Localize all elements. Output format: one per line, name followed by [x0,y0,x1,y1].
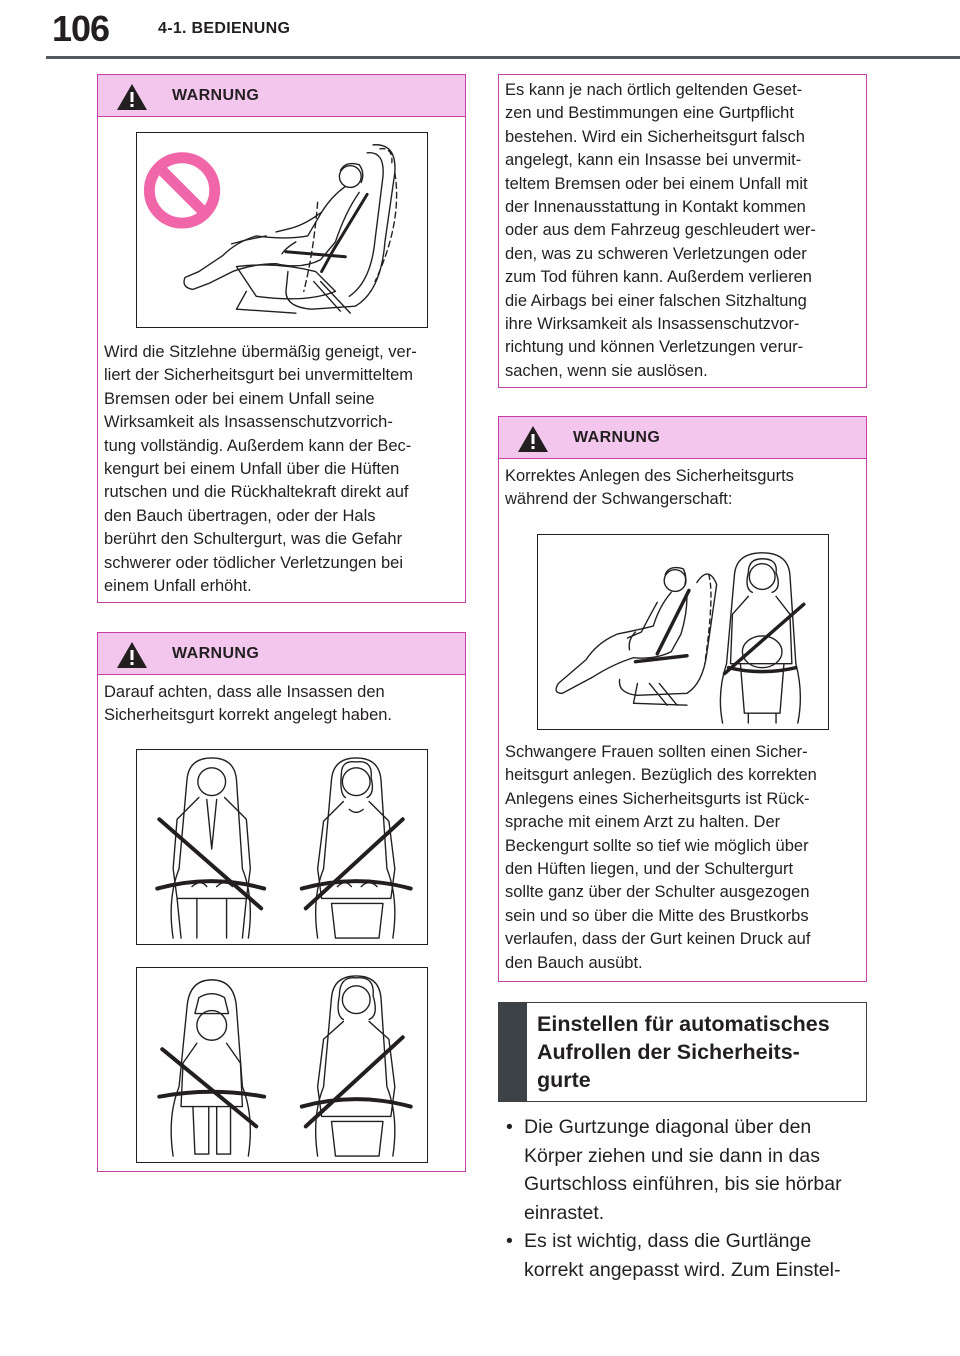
text-line: sein und so über die Mitte des Brustkorbs [505,906,809,925]
text-line: tung vollständig. Außerdem kann der Bec- [104,436,412,455]
text-line: Es ist wichtig, dass die Gurtlänge [524,1230,812,1253]
child-occupant-figure [159,980,264,1156]
text-line: bestehen. Wird ein Sicherheitsgurt falsch [505,127,805,146]
bullet-marker: • [506,1230,513,1253]
text-line: Es kann je nach örtlich geltenden Geset- [505,81,803,99]
heading-bar [499,1003,527,1101]
text-line: Wird die Sitzlehne übermäßig geneigt, ver- [104,343,417,361]
text-line: Beckengurt sollte so tief wie möglich über [505,836,809,855]
warning-label: WARNUNG [172,87,260,104]
heading-line: gurte [537,1068,591,1092]
bullet-item [500,1113,920,1227]
text-line: während der Schwangerschaft: [505,490,733,509]
info-box-belt-requirement [498,74,867,388]
warning-header [98,633,465,675]
text-line: teltem Bremsen oder bei einem Unfall mit [505,174,808,193]
warning-triangle-icon [116,641,148,669]
header-rule [46,56,960,59]
text-line: Schwangere Frauen sollten einen Sicher- [505,743,808,761]
text-line: schwerer oder tödlicher Verletzungen bei [104,553,404,572]
heading-line: Einstellen für automatisches [537,1012,830,1036]
warning-box-all-occupants [97,632,466,1172]
child-occupants-illustration [136,967,428,1163]
text-line: der Innenausstattung in Kontakt kommen [505,198,806,217]
adult-occupants-illustration [136,749,428,945]
text-line: angelegt, kann ein Insasse bei unvermit- [505,151,802,170]
text-line: den Hüften liegen, und der Schultergurt [505,860,794,879]
text-line: den Bauch übertragen, oder der Hals [104,506,376,525]
text-line: liert der Sicherheitsgurt bei unvermitteltem [104,366,414,385]
bullet-list [500,1113,920,1285]
text-line: zum Tod führen kann. Außerdem verlieren [505,268,812,287]
section-heading [498,1002,867,1102]
page-number: 106 [52,8,110,49]
text-line: die Airbags bei einer falschen Sitzhaltung [505,291,807,310]
warning-triangle-icon [116,83,148,111]
text-line: oder aus dem Fahrzeug geschleudert wer- [505,221,816,240]
text-line: berührt den Schultergurt, was die Gefahr [104,530,403,549]
text-line: Sicherheitsgurt korrekt angelegt haben. [104,706,393,725]
text-line: kengurt bei einem Unfall über die Hüften [104,460,400,479]
text-line: einrastet. [524,1201,605,1224]
text-line: sprache mit einem Arzt zu halten. Der [505,813,781,832]
warning-label: WARNUNG [573,429,661,446]
warning-text [505,741,860,975]
text-line: Wirksamkeit als Insassenschutzvorrich- [104,413,393,432]
woman-occupant-figure [302,976,411,1156]
text-line: Korrektes Anlegen des Sicherheitsgurts [505,467,794,485]
text-line: den, was zu schweren Verletzungen oder [505,244,807,263]
warning-box-pregnancy [498,416,867,982]
text-line: Körper ziehen und sie dann in das [524,1144,820,1167]
text-line: verlaufen, dass der Gurt keinen Druck auf [505,930,811,949]
text-line: Die Gurtzunge diagonal über den [524,1116,812,1138]
text-line: rutschen und die Rückhaltekraft direkt auf [104,483,409,502]
warning-text [104,681,459,728]
text-line: Darauf achten, dass alle Insassen den [104,683,385,701]
text-line: richtung und können Verletzungen verur- [505,338,804,357]
warning-triangle-icon [517,425,549,453]
bullet-item [500,1227,920,1284]
text-line: einem Unfall erhöht. [104,577,252,596]
info-text [505,79,860,383]
text-line: Anlegens eines Sicherheitsgurts ist Rück- [505,789,810,808]
female-occupant-figure [302,758,411,938]
male-occupant-figure [157,758,264,938]
text-line: korrekt angepasst wird. Zum Einstel- [524,1258,841,1281]
prohibited-sign-icon [149,158,214,223]
section-heading-text [537,1010,858,1094]
warning-header [499,417,866,459]
text-line: ihre Wirksamkeit als Insassenschutzvor- [505,315,800,334]
text-line: sollte ganz über der Schulter ausgezogen [505,883,810,902]
text-line: heitsgurt anlegen. Bezüglich des korrekten [505,766,817,785]
pregnancy-belt-illustration [537,534,829,730]
pregnant-front-view-figure [720,553,803,723]
warning-box-reclined-seat [97,74,466,603]
warning-label: WARNUNG [172,645,260,662]
text-line: zen und Bestimmungen eine Gurtpflicht [505,104,794,123]
text-line: Gurtschloss einführen, bis sie hörbar [524,1173,842,1196]
text-line: den Bauch ausübt. [505,953,643,972]
warning-header [98,75,465,117]
text-line: sachen, wenn sie auslösen. [505,361,708,380]
heading-line: Aufrollen der Sicherheits- [537,1040,800,1064]
reclined-seat-illustration [136,132,428,328]
bullet-marker: • [506,1116,513,1138]
text-line: Bremsen oder bei einem Unfall seine [104,389,375,408]
pregnant-side-view-figure [556,568,717,706]
warning-text [104,341,459,598]
section-title: 4-1. BEDIENUNG [158,20,291,37]
warning-intro [505,465,860,512]
